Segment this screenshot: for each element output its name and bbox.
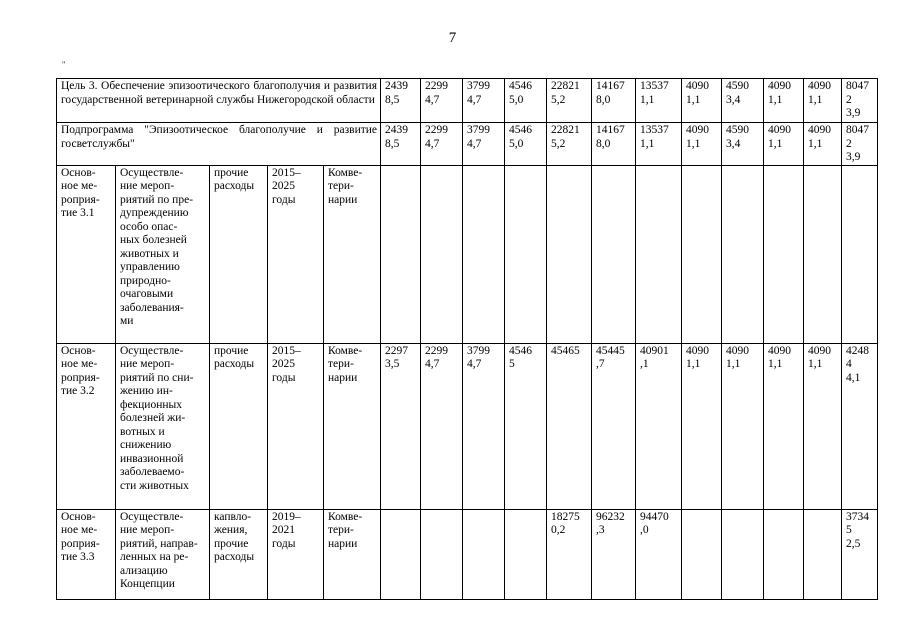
measure-value: 4090 1,1	[722, 343, 764, 509]
goal-value: 2299 4,7	[421, 79, 463, 123]
subprogram-value: 80472 3,9	[842, 123, 878, 166]
subprogram-value: 2439 8,5	[381, 123, 421, 166]
measure-description: Осуществле- ние мероп- риятий, направ- ленных на ре- ализацию Концепции	[116, 509, 210, 599]
subprogram-value: 3799 4,7	[463, 123, 505, 166]
measure-value	[636, 165, 682, 343]
goal-row	[57, 79, 878, 123]
subprogram-title: Подпрограмма "Эпизоотическое благополучие и развитие госветслужбы"	[57, 123, 381, 166]
goal-value: 4546 5,0	[505, 79, 547, 123]
measure-value	[804, 509, 842, 599]
measure-value	[421, 509, 463, 599]
measure-value: 4090 1,1	[764, 343, 804, 509]
measure-value	[505, 165, 547, 343]
goal-title: Цель 3. Обеспечение эпизоотического благополучия и развития государственной ветеринарной службы Нижегородской области	[57, 79, 381, 123]
measure-value	[842, 165, 878, 343]
subprogram-value: 4590 3,4	[722, 123, 764, 166]
measure-value	[381, 509, 421, 599]
measure-value: 94470 ,0	[636, 509, 682, 599]
measure-value: 4546 5	[505, 343, 547, 509]
goal-value: 4090 1,1	[804, 79, 842, 123]
measure-value: 2299 4,7	[421, 343, 463, 509]
measure-description: Осуществле- ние мероп- риятий по пре- дупреждению особо опас- ных болезней животных и управлению природно- очаговыми заболевания- ми	[116, 165, 210, 343]
measure-value	[722, 509, 764, 599]
measure-value	[764, 165, 804, 343]
measure-description: Осуществле- ние мероп- риятий по сни- жению ин- фекционных болезней жи- вотных и снижению инвазионной заболеваемо- сти животных	[116, 343, 210, 509]
goal-value: 4590 3,4	[722, 79, 764, 123]
goal-value: 13537 1,1	[636, 79, 682, 123]
program-finance-table	[56, 78, 878, 600]
subprogram-value: 14167 8,0	[592, 123, 636, 166]
measure-expense-type: прочие расходы	[210, 343, 268, 509]
measure-number: Основ- ное ме- роприя- тие 3.3	[57, 509, 116, 599]
measure-expense-type: капвло- жения, прочие расходы	[210, 509, 268, 599]
measure-executor: Комве- тери- нарии	[324, 509, 381, 599]
page-number: 7	[448, 30, 457, 46]
measure-value: 18275 0,2	[547, 509, 592, 599]
measure-value: 42484 4,1	[842, 343, 878, 509]
measure-value: 2297 3,5	[381, 343, 421, 509]
subprogram-value: 2299 4,7	[421, 123, 463, 166]
measure-value: 45445 ,7	[592, 343, 636, 509]
measure-row	[57, 509, 878, 599]
measure-period: 2015– 2025 годы	[268, 343, 324, 509]
subprogram-value: 4090 1,1	[804, 123, 842, 166]
measure-expense-type: прочие расходы	[210, 165, 268, 343]
measure-value	[505, 509, 547, 599]
measure-value	[764, 509, 804, 599]
measure-value	[381, 165, 421, 343]
measure-period: 2019– 2021 годы	[268, 509, 324, 599]
measure-value	[547, 165, 592, 343]
continuation-quote-mark: "	[62, 60, 66, 69]
subprogram-value: 4090 1,1	[682, 123, 722, 166]
subprogram-value: 4546 5,0	[505, 123, 547, 166]
measure-value: 4090 1,1	[804, 343, 842, 509]
measure-row	[57, 165, 878, 343]
measure-value	[682, 165, 722, 343]
measure-number: Основ- ное ме- роприя- тие 3.1	[57, 165, 116, 343]
subprogram-value: 22821 5,2	[547, 123, 592, 166]
measure-value	[592, 165, 636, 343]
measure-value	[722, 165, 764, 343]
measure-value: 37345 2,5	[842, 509, 878, 599]
measure-number: Основ- ное ме- роприя- тие 3.2	[57, 343, 116, 509]
measure-value: 40901 ,1	[636, 343, 682, 509]
measure-executor: Комве- тери- нарии	[324, 165, 381, 343]
measure-value	[421, 165, 463, 343]
goal-value: 4090 1,1	[682, 79, 722, 123]
measure-executor: Комве- тери- нарии	[324, 343, 381, 509]
measure-value	[804, 165, 842, 343]
measure-value: 3799 4,7	[463, 343, 505, 509]
subprogram-row	[57, 123, 878, 166]
goal-value: 4090 1,1	[764, 79, 804, 123]
goal-value: 3799 4,7	[463, 79, 505, 123]
goal-value: 2439 8,5	[381, 79, 421, 123]
measure-value	[463, 165, 505, 343]
measure-period: 2015– 2025 годы	[268, 165, 324, 343]
measure-value: 96232 ,3	[592, 509, 636, 599]
goal-value: 14167 8,0	[592, 79, 636, 123]
measure-row	[57, 343, 878, 509]
measure-value: 4090 1,1	[682, 343, 722, 509]
subprogram-value: 4090 1,1	[764, 123, 804, 166]
measure-value	[682, 509, 722, 599]
goal-value: 22821 5,2	[547, 79, 592, 123]
goal-value: 80472 3,9	[842, 79, 878, 123]
measure-value: 45465	[547, 343, 592, 509]
subprogram-value: 13537 1,1	[636, 123, 682, 166]
measure-value	[463, 509, 505, 599]
